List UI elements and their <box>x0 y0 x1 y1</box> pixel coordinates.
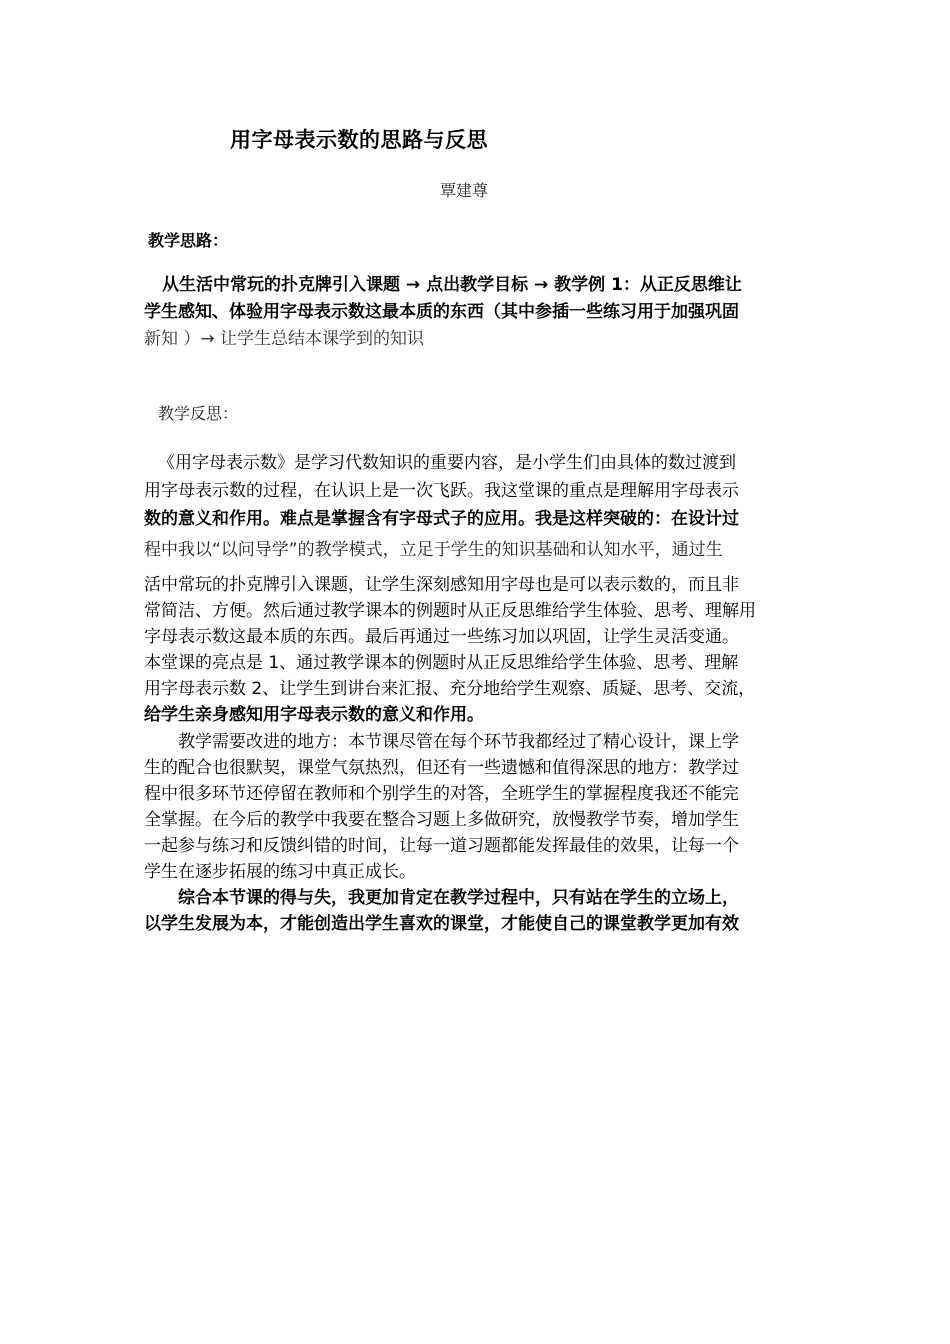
author-name: 覃建尊 <box>440 181 489 200</box>
reflection-line: 教学需要改进的地方：本节课尽管在每个环节我都经过了精心设计，课上学 <box>144 731 739 752</box>
document-title: 用字母表示数的思路与反思 <box>230 128 488 152</box>
reflection-line: 用字母表示数的过程，在认识上是一次飞跃。我这堂课的重点是理解用字母表示 <box>144 481 739 501</box>
reflection-line: 《用字母表示数》是学习代数知识的重要内容，是小学生们由具体的数过渡到 <box>158 453 736 473</box>
reflection-paragraph-part-a <box>144 449 808 533</box>
reflection-line: 用字母表示数 2、让学生到讲台来汇报、充分地给学生观察、质疑、思考、交流， <box>144 679 756 700</box>
reflection-line: 学生在逐步拓展的练习中真正成长。 <box>144 862 416 883</box>
reflection-line: 给学生亲身感知用字母表示数的意义和作用。 <box>144 705 484 726</box>
reflection-line: 一起参与练习和反馈纠错的时间，让每一道习题都能发挥最佳的效果，让每一个 <box>144 835 739 856</box>
approach-line: 新知 ）→ 让学生总结本课学到的知识 <box>144 329 425 349</box>
reflection-line: 常简洁、方便。然后通过教学课本的例题时从正反思维给学生体验、思考、理解用 <box>144 601 756 622</box>
reflection-line: 综合本节课的得与失，我更加肯定在教学过程中，只有站在学生的立场上， <box>144 888 739 909</box>
teaching-approach-paragraph <box>144 272 808 353</box>
approach-line: 学生感知、体验用字母表示数这最本质的东西（其中参插一些练习用于加强巩固 <box>144 302 739 322</box>
reflection-line: 数的意义和作用。难点是掌握含有字母式子的应用。我是这样突破的：在设计过 <box>144 509 739 529</box>
reflection-line: 程中很多环节还停留在教师和个别学生的对答，全班学生的掌握程度我还不能完 <box>144 783 739 804</box>
reflection-line: 生的配合也很默契，课堂气氛热烈，但还有一些遗憾和值得深思的地方：教学过 <box>144 757 739 778</box>
reflection-paragraph-part-b <box>144 536 808 564</box>
approach-line: 从生活中常玩的扑克牌引入课题 → 点出教学目标 → 教学例 1：从正反思维让 <box>162 275 742 295</box>
reflection-line: 活中常玩的扑克牌引入课题，让学生深刻感知用字母也是可以表示数的，而且非 <box>144 575 739 595</box>
section-heading-teaching-approach: 教学思路： <box>148 231 229 250</box>
reflection-line: 字母表示数这最本质的东西。最后再通过一些练习加以巩固，让学生灵活变通。 <box>144 627 739 648</box>
reflection-line: 全掌握。在今后的教学中我要在整合习题上多做研究，放慢教学节奏，增加学生 <box>144 809 739 830</box>
reflection-line: 以学生发展为本，才能创造出学生喜欢的课堂，才能使自己的课堂教学更加有效 <box>144 914 739 935</box>
reflection-line: 本堂课的亮点是 1、通过教学课本的例题时从正反思维给学生体验、思考、理解 <box>144 653 739 674</box>
reflection-line: 程中我以“以问导学”的教学模式，立足于学生的知识基础和认知水平，通过生 <box>144 540 723 560</box>
reflection-paragraph-part-c <box>144 572 808 937</box>
section-heading-teaching-reflection: 教学反思： <box>158 404 239 423</box>
